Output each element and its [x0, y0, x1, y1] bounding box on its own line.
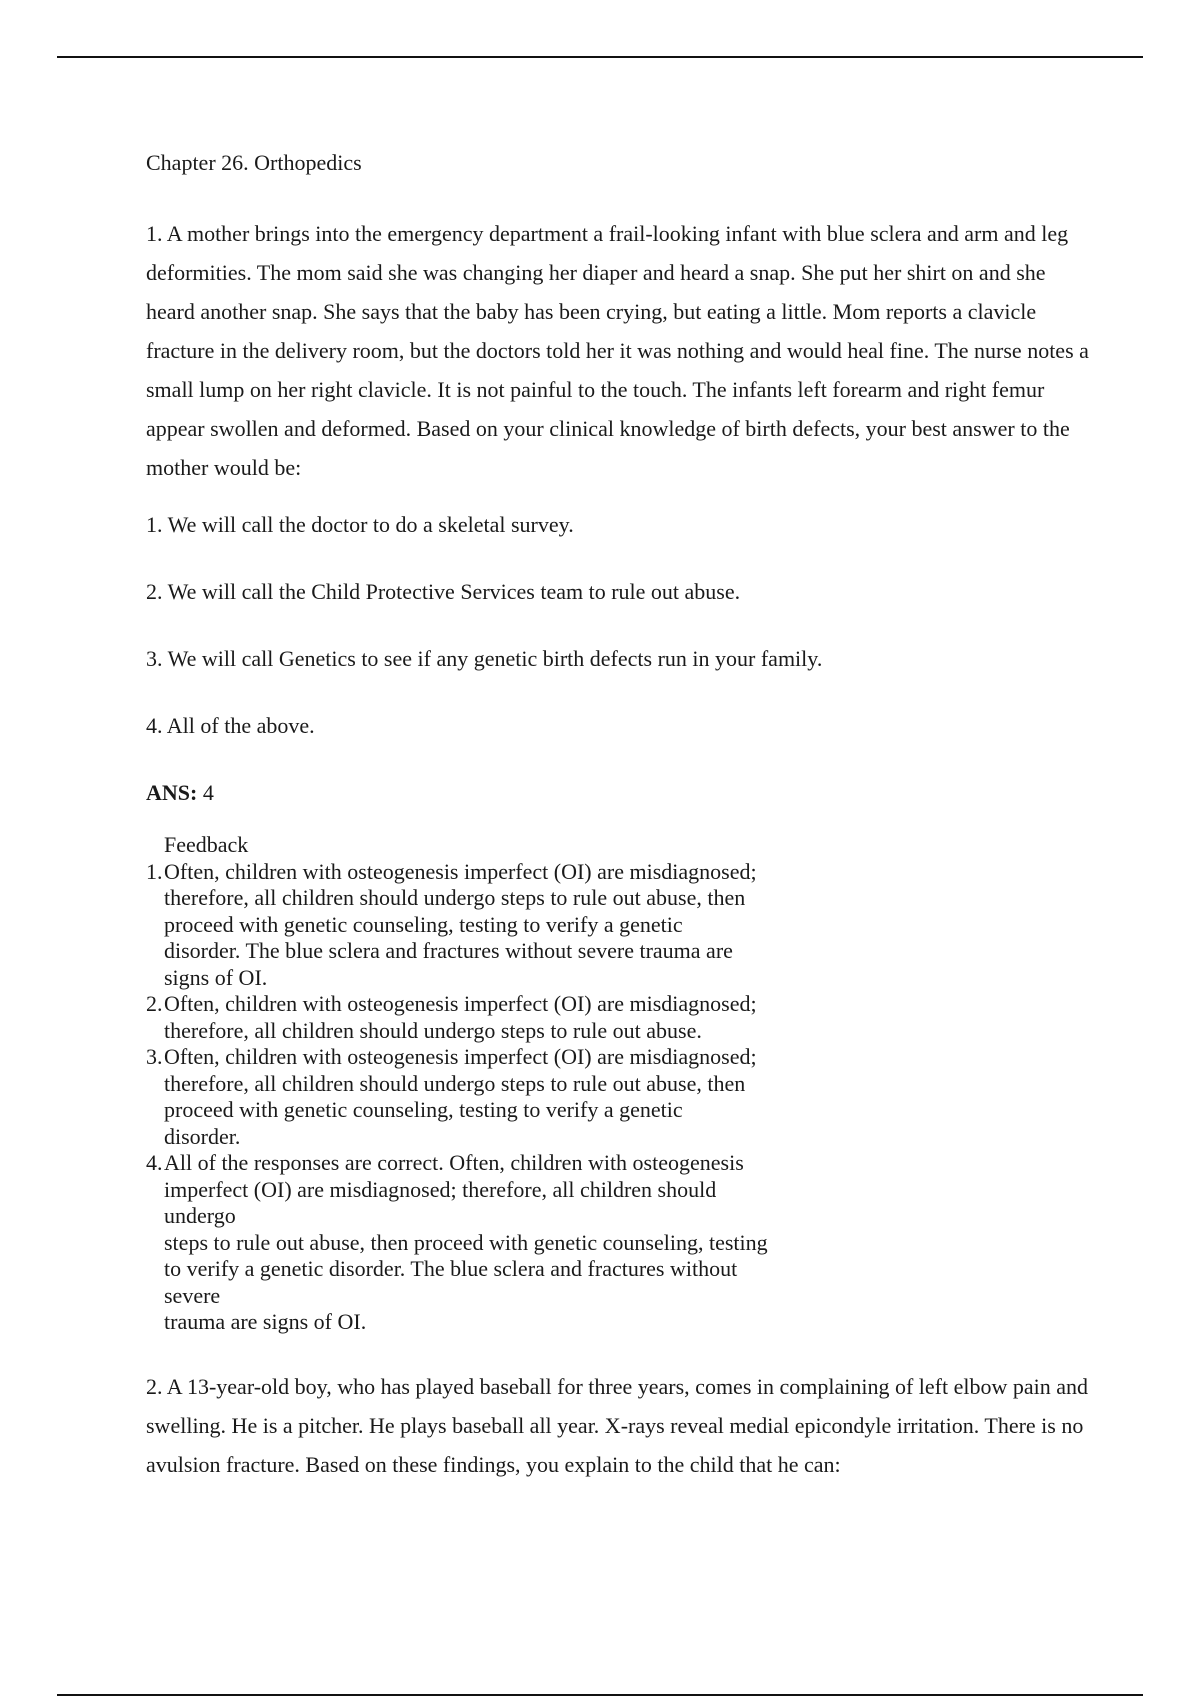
feedback-item-text: [164, 991, 846, 1044]
feedback-list: [146, 859, 846, 1336]
feedback-line: disorder.: [164, 1123, 241, 1149]
feedback-line: disorder. The blue sclera and fractures without severe trauma are: [164, 938, 733, 963]
document-body: [146, 148, 1096, 1484]
feedback-item-number: 4.: [146, 1150, 163, 1175]
feedback-line: steps to rule out abuse, then proceed with genetic counseling, testing: [164, 1229, 768, 1255]
feedback-line: All of the responses are correct. Often, children with osteogenesis: [164, 1150, 744, 1175]
question-1-option-1: 1. We will call the doctor to do a skeletal survey.: [146, 512, 574, 537]
feedback-item-number: 1.: [146, 858, 163, 884]
feedback-item-number: 3.: [146, 1044, 163, 1069]
bottom-rule: [57, 1694, 1143, 1696]
question-1-option-2: 2. We will call the Child Protective Services team to rule out abuse.: [146, 579, 741, 604]
feedback-line: Often, children with osteogenesis imperfect (OI) are misdiagnosed;: [164, 858, 757, 884]
question-1-option-4: 4. All of the above.: [146, 713, 315, 738]
feedback-line: Often, children with osteogenesis imperfect (OI) are misdiagnosed;: [164, 991, 757, 1016]
question-2-text: 2. A 13-year-old boy, who has played baseball for three years, comes in complaining of left elbow pain and swelling. He is a pitcher. He plays baseball all year. X-rays reveal medial epicondyle irritation. There is no avulsion fracture. Based on these findings, you explain to the child that he can:: [146, 1373, 1089, 1477]
feedback-item: [146, 1150, 846, 1336]
question-1-text: 1. A mother brings into the emergency department a frail-looking infant with blue sclera and arm and leg deformities. The mom said she was changing her diaper and heard a snap. She put her shirt on and she heard another snap. She says that the baby has been crying, but eating a little. Mom reports a clavicle fracture in the delivery room, but the doctors told her it was nothing and would heal fine. The nurse notes a small lump on her right clavicle. It is not painful to the touch. The infants left forearm and right femur appear swollen and deformed. Based on your clinical knowledge of birth defects, your best answer to the mother would be:: [146, 221, 1089, 480]
chapter-title: Chapter 26. Orthopedics: [146, 150, 362, 175]
feedback-item-text: [164, 1150, 846, 1336]
feedback-line: severe: [164, 1282, 221, 1308]
feedback-line: to verify a genetic disorder. The blue sclera and fractures without: [164, 1256, 738, 1281]
feedback-line: therefore, all children should undergo steps to rule out abuse, then: [164, 1070, 746, 1096]
question-1-answer: [146, 778, 1096, 808]
answer-value: 4: [197, 780, 214, 805]
feedback-line: proceed with genetic counseling, testing to verify a genetic: [164, 911, 683, 937]
feedback-line: therefore, all children should undergo steps to rule out abuse, then: [164, 885, 746, 910]
feedback-line: signs of OI.: [164, 964, 268, 990]
feedback-header: Feedback: [164, 832, 249, 857]
feedback-item: [146, 1044, 846, 1150]
feedback-line: therefore, all children should undergo steps to rule out abuse.: [164, 1017, 702, 1043]
answer-label: ANS:: [146, 780, 198, 805]
feedback-line: imperfect (OI) are misdiagnosed; therefore, all children should: [164, 1176, 717, 1202]
feedback-line: undergo: [164, 1203, 236, 1228]
feedback-line: proceed with genetic counseling, testing to verify a genetic: [164, 1097, 683, 1122]
question-1-option-3: 3. We will call Genetics to see if any genetic birth defects run in your family.: [146, 646, 823, 671]
feedback-item-text: [164, 859, 846, 992]
feedback-line: Often, children with osteogenesis imperfect (OI) are misdiagnosed;: [164, 1044, 757, 1069]
top-rule: [57, 56, 1143, 58]
feedback-item-text: [164, 1044, 846, 1150]
feedback-item-number: 2.: [146, 991, 163, 1016]
feedback-item: [146, 991, 846, 1044]
feedback-item: [146, 859, 846, 992]
feedback-line: trauma are signs of OI.: [164, 1309, 367, 1334]
feedback-section: [146, 832, 846, 1336]
